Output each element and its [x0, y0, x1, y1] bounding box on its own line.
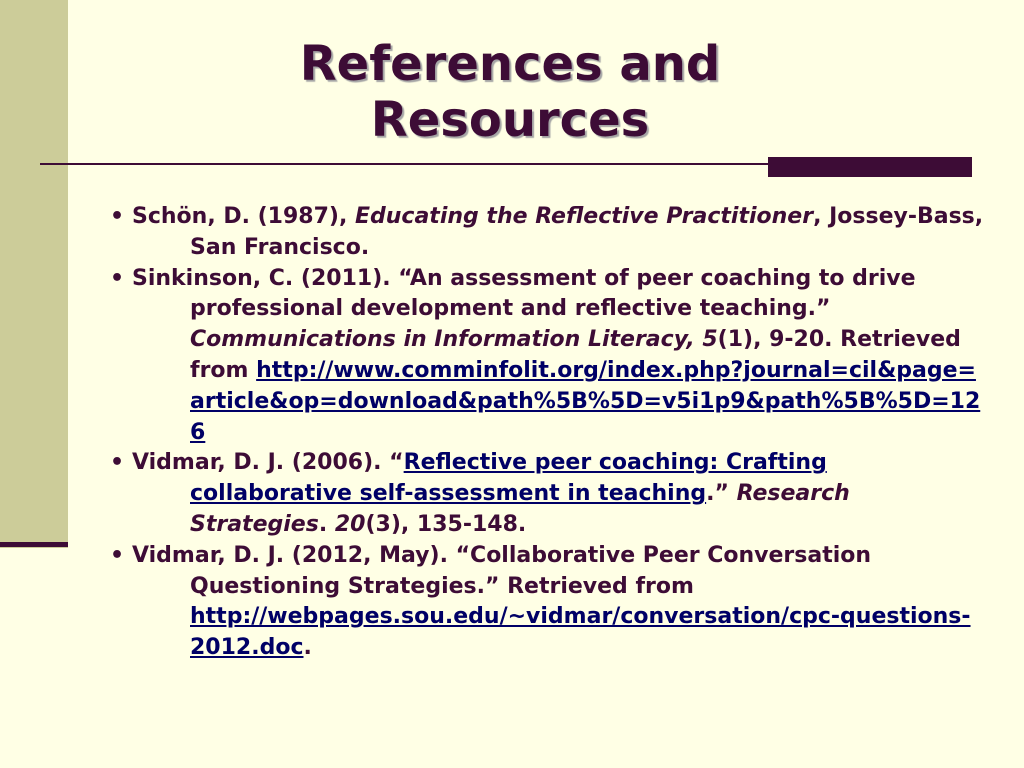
bullet-icon: •: [110, 542, 125, 568]
left-accent-rule: [0, 542, 68, 547]
reference-text: (1), 9-20. Retrieved from: [190, 327, 961, 383]
page-title: [160, 36, 860, 148]
title-divider-block: [768, 157, 972, 177]
reference-item-sinkinson: [88, 264, 988, 449]
title-line-1: References and: [299, 36, 721, 92]
reference-article-link[interactable]: Reflective peer coaching: Crafting collaborative self-assessment in teaching: [190, 450, 827, 507]
reference-text: (3), 135-148.: [365, 511, 527, 537]
reference-book-title: Educating the Reflective Practitioner: [354, 204, 814, 229]
bullet-icon: •: [110, 204, 125, 229]
reference-text: Vidmar, D. J. (2012, May). “Collaborative Peer Conversation Questioning Strategies.” Retrieved from: [132, 542, 872, 599]
bullet-icon: •: [110, 265, 125, 291]
reference-text: .”: [706, 481, 737, 507]
reference-text: .: [303, 635, 312, 661]
reference-item-vidmar-2012: [88, 541, 988, 664]
reference-url-link[interactable]: http://www.comminfolit.org/index.php?journal=cil&page=article&op=download&path%5B%5D=v5i1p9&path%5B%5D=126: [190, 357, 981, 445]
reference-volume: 20: [334, 511, 366, 537]
reference-text: Sinkinson, C. (2011). “An assessment of peer coaching to drive professional development and reflective teaching.”: [132, 265, 916, 322]
title-line-2: Resources: [370, 92, 650, 148]
reference-text: .: [318, 511, 335, 537]
reference-journal-title: Communications in Information Literacy, 5: [190, 327, 718, 353]
reference-text: , Jossey-Bass, San Francisco.: [190, 204, 984, 260]
reference-journal-title: Research Strategies: [190, 481, 850, 537]
left-accent-bar: [0, 0, 68, 548]
reference-item-schon: [88, 202, 988, 264]
title-divider-line: [40, 163, 768, 165]
reference-item-vidmar-2006: [88, 448, 988, 540]
reference-url-link[interactable]: http://webpages.sou.edu/~vidmar/conversation/cpc-questions-2012.doc: [190, 604, 971, 661]
reference-text: Vidmar, D. J. (2006). “: [132, 450, 404, 476]
bullet-icon: •: [110, 450, 125, 476]
reference-text: Schön, D. (1987),: [132, 204, 355, 229]
reference-list: [88, 202, 988, 664]
